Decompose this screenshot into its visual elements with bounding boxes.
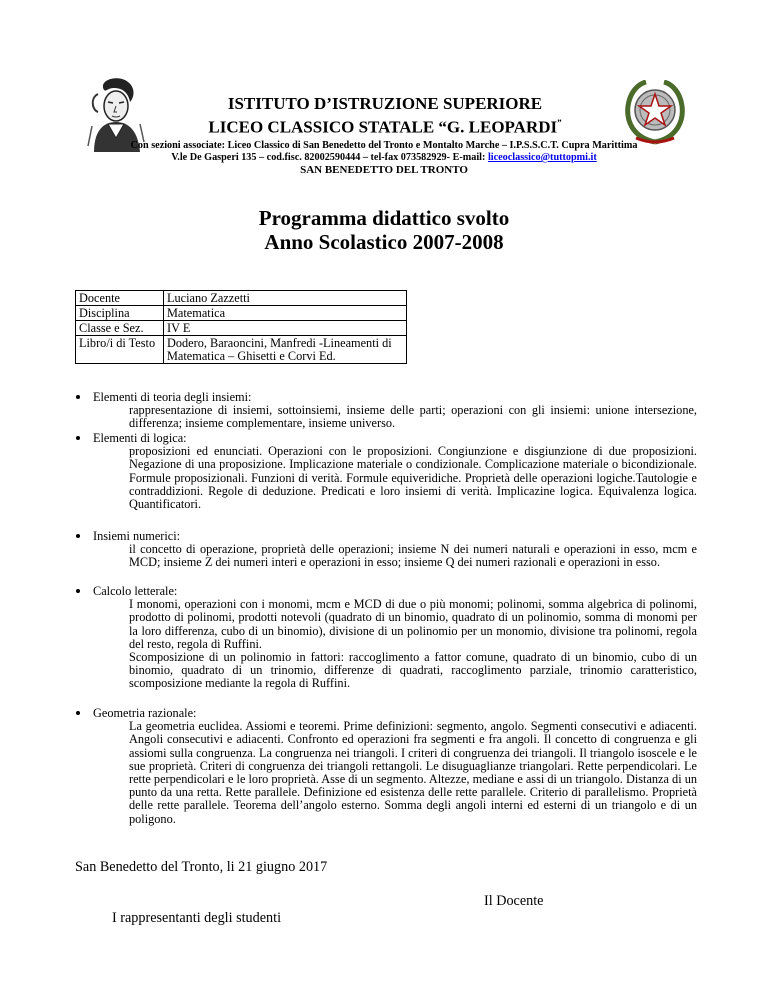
table-row xyxy=(76,336,407,364)
school-name-line1: ISTITUTO D’ISTRUZIONE SUPERIORE xyxy=(227,94,543,113)
place-date: San Benedetto del Tronto, li 21 giugno 2017 xyxy=(75,859,328,875)
table-row xyxy=(76,306,407,321)
info-value: IV E xyxy=(164,321,407,336)
teacher-signature-label: Il Docente xyxy=(484,893,544,909)
bullet-icon xyxy=(75,530,89,543)
info-value: Luciano Zazzetti xyxy=(164,291,407,306)
bullet-icon xyxy=(75,707,89,720)
section-body: I monomi, operazioni con i monomi, mcm e MCD di due o più monomi; polinomi, somma algebrica di polinomi, prodotto di polinomi, prodotti notevoli (quadrato di un binomio, quadrato di un polinomio, somma di monomi per la loro differenza, cubo di un binomio), divisione di un polinomio per un monomio, divisione tra polinomi, regola del resto, regola di Ruffini. xyxy=(129,597,697,651)
section-number-sets xyxy=(75,530,697,570)
school-name-line2 xyxy=(150,113,620,138)
info-key: Classe e Sez. xyxy=(76,321,164,336)
table-row xyxy=(76,321,407,336)
school-email-link[interactable]: liceoclassico@tuttopmi.it xyxy=(487,152,597,163)
school-contacts-text: V.le De Gasperi 135 – cod.fisc. 82002590444 – tel-fax 073582929- E-mail: xyxy=(171,152,488,163)
course-info-table xyxy=(75,290,407,364)
section-heading: Elementi di logica: xyxy=(93,431,187,445)
section-literal-calculus xyxy=(75,585,697,691)
school-name-line2-suffix: ” xyxy=(557,118,562,128)
school-sections-line: Con sezioni associate: Liceo Classico di San Benedetto del Tronto e Montalto Marche – I.P.S.S.C.T. Cupra Marittima xyxy=(130,140,638,151)
document-title: Programma didattico svolto xyxy=(258,206,510,230)
school-contacts-line xyxy=(40,152,728,164)
info-value: Dodero, Baraoncini, Manfredi -Lineamenti di Matematica – Ghisetti e Corvi Ed. xyxy=(164,336,407,364)
section-set-theory xyxy=(75,391,697,431)
section-body: proposizioni ed enunciati. Operazioni con le proposizioni. Congiunzione e disgiunzione di due proposizioni. Negazione di una proposizione. Implicazione materiale o condizionale. Complicazione materiale o bicondizionale. Formule proposizionali. Funzioni di verità. Formule equiveridiche. Proprietà delle operazioni logiche.Tautologie e contraddizioni. Regole di deduzione. Predicati e loro insiemi di verità. Implicazine logica. Equivalenza logica. Quantificatori. xyxy=(129,444,697,512)
bullet-icon xyxy=(75,391,89,404)
section-heading: Calcolo letterale: xyxy=(93,584,178,598)
section-body: rappresentazione di insiemi, sottoinsiemi, insieme delle parti; operazioni con gli insiemi: unione intersezione, differenza; insieme complementare, insieme universo. xyxy=(129,403,697,431)
section-heading: Insiemi numerici: xyxy=(93,529,181,543)
info-key: Docente xyxy=(76,291,164,306)
section-body-continued: Scomposizione di un polinomio in fattori: raccoglimento a fattor comune, quadrato di un binomio, cubo di un binomio, quadrato di un trinomio, differenze di quadrati, raccoglimento parziale, trinomio caratteristico, scomposizione mediante la regola di Ruffini. xyxy=(129,650,697,691)
info-key: Libro/i di Testo xyxy=(76,336,164,364)
info-key: Disciplina xyxy=(76,306,164,321)
bullet-icon xyxy=(75,432,89,445)
section-body: il concetto di operazione, proprietà delle operazioni; insieme N dei numeri naturali e operazioni in esso, mcm e MCD; insieme Z dei numeri interi e operazioni in esso; insieme Q dei numeri razionali e operazioni in esso. xyxy=(129,542,697,570)
school-name-line2-text: LICEO CLASSICO STATALE “G. LEOPARDI xyxy=(208,117,558,137)
document-subtitle: Anno Scolastico 2007-2008 xyxy=(264,230,504,254)
bullet-icon xyxy=(75,585,89,598)
school-city-line: SAN BENEDETTO DEL TRONTO xyxy=(300,164,468,176)
table-row xyxy=(76,291,407,306)
section-logic xyxy=(75,432,697,511)
students-signature-label: I rappresentanti degli studenti xyxy=(112,910,282,926)
info-value: Matematica xyxy=(164,306,407,321)
section-heading: Geometria razionale: xyxy=(93,706,197,720)
section-geometry xyxy=(75,707,697,826)
italian-republic-emblem-icon xyxy=(624,80,686,146)
section-heading: Elementi di teoria degli insiemi: xyxy=(93,390,252,404)
section-body: La geometria euclidea. Assiomi e teoremi. Prime definizioni: segmento, angolo. Segmenti consecutivi e adiacenti. Angoli consecutivi e adiacenti. Confronto ed operazioni fra segmenti e fra angoli. Il concetto di congruenza e gli assiomi sulla congruenza. La congruenza nei triangoli. I criteri di congruenza dei triangoli. Il triangolo isoscele e le sue proprietà. Criteri di congruenza dei triangoli rettangoli. Le disuguaglianze triangolari. Rette perpendicolari. Le rette perpendicolari e le loro proprietà. Asse di un segmento. Altezze, mediane e assi di un triangolo. Distanza di un punto da una retta. Rette parallele. Definizione ed esistenza delle rette parallele. Criterio di parallelismo. Proprietà delle rette parallele. Teorema dell’angolo esterno. Somma degli angoli interni ed esterni di un triangolo e di un poligono. xyxy=(129,719,697,826)
